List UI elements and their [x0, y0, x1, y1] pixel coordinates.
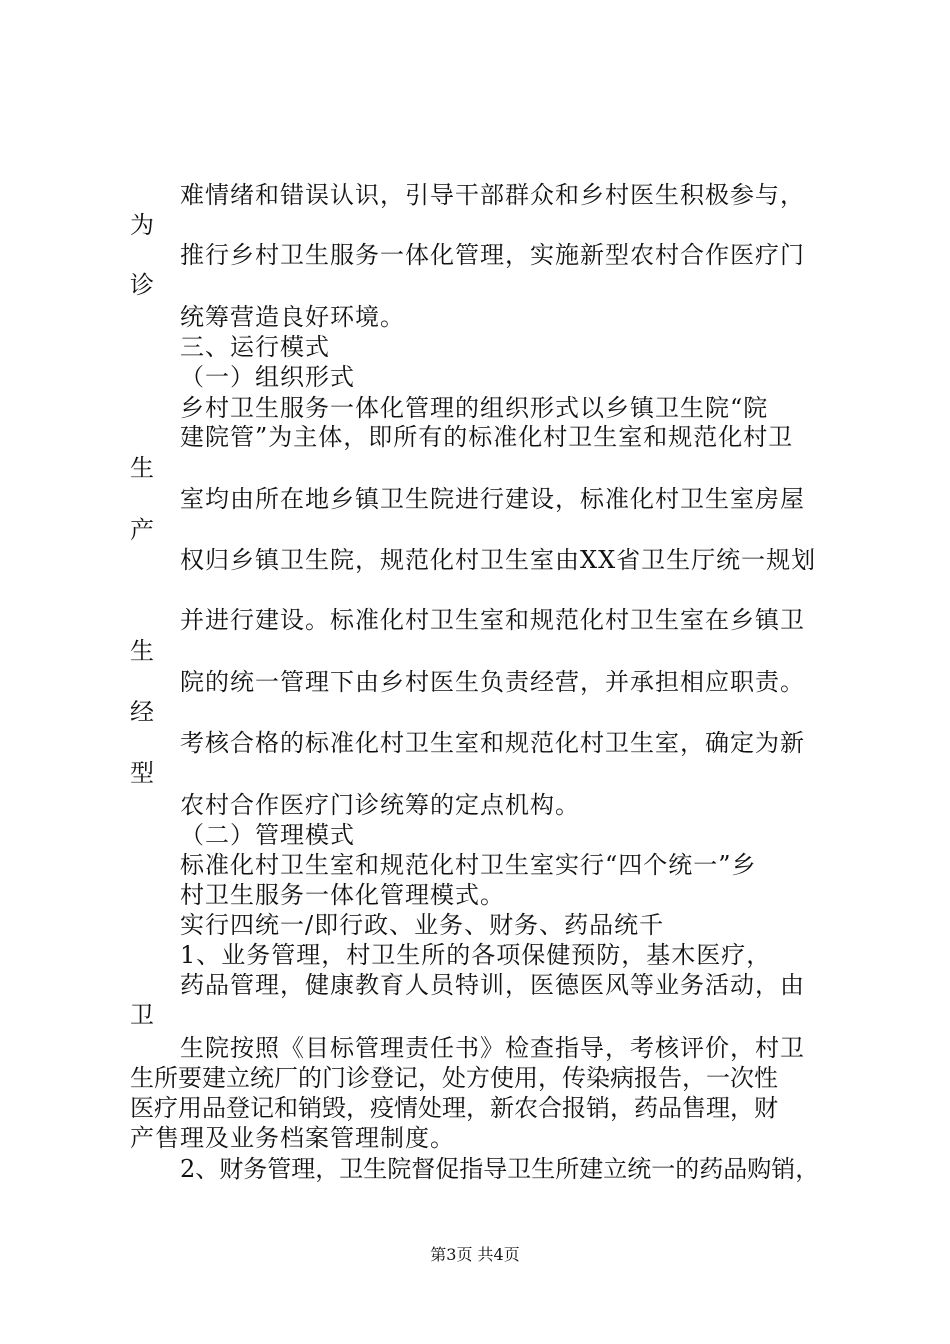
text-line: 生院按照《目标管理责任书》检查指导，考核评价，村卫	[180, 1034, 805, 1062]
text-line: 难情绪和错误认识，引导干部群众和乡村医生积极参与，	[180, 181, 805, 209]
text-line: 标准化村卫生室和规范化村卫生室实行“四个统一”乡	[180, 851, 757, 879]
text-line: 为	[130, 211, 155, 239]
text-line: 村卫生服务一体化管理模式。	[180, 881, 505, 909]
text-line: 建院管”为主体，即所有的标准化村卫生室和规范化村卫	[180, 423, 794, 451]
text-line: 卫	[130, 1001, 155, 1029]
text-line: 乡村卫生服务一体化管理的组织形式以乡镇卫生院“院	[180, 394, 769, 422]
text-line: 1、业务管理，村卫生所的各项保健预防，基木医疗，	[180, 941, 772, 969]
text-line: 诊	[130, 271, 155, 299]
text-line: 农村合作医疗门诊统筹的定点机构。	[180, 791, 580, 819]
text-line: 实行四统一/即行政、业务、财务、药品统千	[180, 911, 665, 939]
text-line: 生	[130, 637, 155, 665]
text-line: 产售理及业务档案管理制度。	[130, 1124, 455, 1152]
section-heading: 三、运行模式	[180, 333, 330, 361]
text-line: 推行乡村卫生服务一体化管理，实施新型农村合作医疗门	[180, 241, 805, 269]
text-line: 考核合格的标准化村卫生室和规范化村卫生室，确定为新	[180, 729, 805, 757]
text-line: 院的统一管理下由乡村医生负责经营，并承担相应职责。	[180, 668, 805, 696]
text-line: 经	[130, 698, 155, 726]
text-line: 型	[130, 759, 155, 787]
subsection-heading: （二）管理模式	[180, 821, 355, 849]
text-line: 产	[130, 516, 155, 544]
text-line: 并进行建设。标准化村卫生室和规范化村卫生室在乡镇卫	[180, 606, 805, 634]
page-footer: 第3页 共4页	[430, 1245, 520, 1264]
subsection-heading: （一）组织形式	[180, 363, 355, 391]
text-line: 生	[130, 454, 155, 482]
text-line: 权归乡镇卫生院，规范化村卫生室由XX省卫生厅统一规划	[180, 546, 817, 574]
text-line: 医疗用品登记和销毁，疫情处理，新农合报销，药品售理，财	[130, 1094, 778, 1122]
text-line: 生所要建立统厂的门诊登记，处方使用，传染病报告，一次性	[130, 1064, 778, 1092]
text-line: 室均由所在地乡镇卫生院进行建设，标准化村卫生室房屋	[180, 485, 805, 513]
text-line: 药品管理，健康教育人员特训，医德医风等业务活动，由	[180, 971, 805, 999]
text-line: 2、财务管理，卫生院督促指导卫生所建立统一的药品购销，	[180, 1155, 820, 1183]
text-line: 统筹营造良好环境。	[180, 303, 405, 331]
